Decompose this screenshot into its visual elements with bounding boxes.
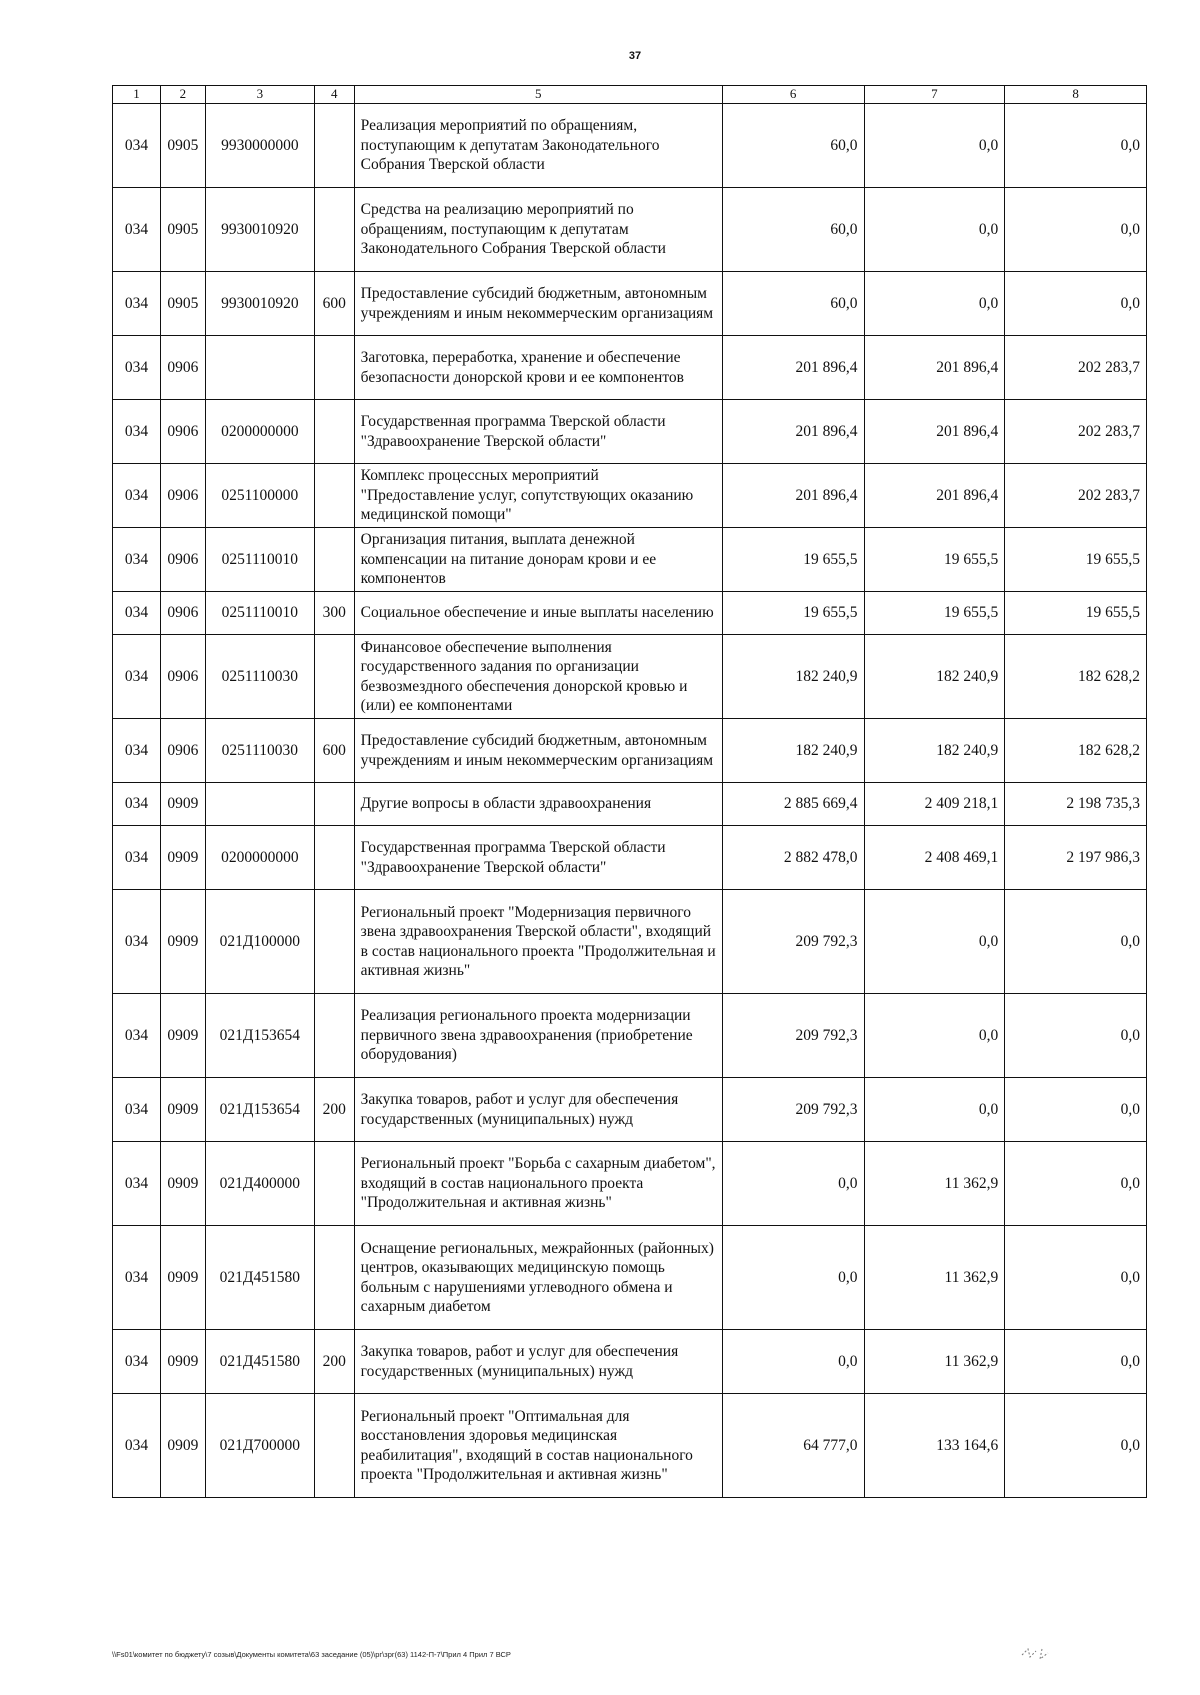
amount-year-2-cell: 19 655,5	[864, 592, 1005, 635]
amount-year-1-cell: 0,0	[722, 1330, 864, 1394]
admin-code-cell: 034	[113, 400, 161, 464]
admin-code-cell: 034	[113, 1226, 161, 1330]
expense-type-cell	[314, 464, 354, 528]
expense-type-cell: 200	[314, 1078, 354, 1142]
description-cell: Оснащение региональных, межрайонных (районных) центров, оказывающих медицинскую помощь больным с нарушениями углеводного обмена и сахарным диабетом	[354, 1226, 722, 1330]
amount-year-1-cell: 209 792,3	[722, 994, 864, 1078]
target-article-cell: 021Д400000	[205, 1142, 314, 1226]
table-row	[113, 635, 1147, 719]
amount-year-2-cell: 0,0	[864, 890, 1005, 994]
amount-year-3-cell: 2 198 735,3	[1005, 783, 1147, 826]
amount-year-1-cell: 209 792,3	[722, 890, 864, 994]
amount-year-1-cell: 2 882 478,0	[722, 826, 864, 890]
description-cell: Предоставление субсидий бюджетным, автономным учреждениям и иным некоммерческим организациям	[354, 272, 722, 336]
amount-year-1-cell: 201 896,4	[722, 400, 864, 464]
description-cell: Организация питания, выплата денежной компенсации на питание донорам крови и ее компонентов	[354, 528, 722, 592]
amount-year-3-cell: 202 283,7	[1005, 336, 1147, 400]
section-code-cell: 0905	[160, 188, 205, 272]
target-article-cell: 021Д451580	[205, 1226, 314, 1330]
table-row	[113, 188, 1147, 272]
amount-year-1-cell: 209 792,3	[722, 1078, 864, 1142]
section-code-cell: 0909	[160, 994, 205, 1078]
target-article-cell: 021Д700000	[205, 1394, 314, 1498]
table-row	[113, 826, 1147, 890]
amount-year-3-cell: 202 283,7	[1005, 400, 1147, 464]
amount-year-3-cell: 0,0	[1005, 1142, 1147, 1226]
admin-code-cell: 034	[113, 783, 161, 826]
amount-year-3-cell: 202 283,7	[1005, 464, 1147, 528]
amount-year-3-cell: 0,0	[1005, 104, 1147, 188]
section-code-cell: 0906	[160, 464, 205, 528]
table-row	[113, 719, 1147, 783]
amount-year-3-cell: 0,0	[1005, 890, 1147, 994]
admin-code-cell: 034	[113, 719, 161, 783]
expense-type-cell	[314, 1142, 354, 1226]
amount-year-1-cell: 60,0	[722, 188, 864, 272]
admin-code-cell: 034	[113, 635, 161, 719]
header-cell-2: 2	[160, 86, 205, 104]
amount-year-3-cell: 0,0	[1005, 188, 1147, 272]
amount-year-1-cell: 182 240,9	[722, 719, 864, 783]
admin-code-cell: 034	[113, 464, 161, 528]
target-article-cell: 0251100000	[205, 464, 314, 528]
amount-year-3-cell: 182 628,2	[1005, 719, 1147, 783]
amount-year-1-cell: 201 896,4	[722, 464, 864, 528]
section-code-cell: 0906	[160, 400, 205, 464]
amount-year-1-cell: 182 240,9	[722, 635, 864, 719]
section-code-cell: 0909	[160, 890, 205, 994]
expense-type-cell	[314, 188, 354, 272]
header-cell-4: 4	[314, 86, 354, 104]
target-article-cell: 9930010920	[205, 272, 314, 336]
table-row	[113, 1142, 1147, 1226]
admin-code-cell: 034	[113, 1330, 161, 1394]
amount-year-3-cell: 19 655,5	[1005, 592, 1147, 635]
header-cell-6: 6	[722, 86, 864, 104]
description-cell: Другие вопросы в области здравоохранения	[354, 783, 722, 826]
table-row	[113, 1078, 1147, 1142]
budget-table	[112, 85, 1147, 1498]
description-cell: Реализация регионального проекта модернизации первичного звена здравоохранения (приобретение оборудования)	[354, 994, 722, 1078]
section-code-cell: 0906	[160, 528, 205, 592]
section-code-cell: 0906	[160, 719, 205, 783]
amount-year-1-cell: 19 655,5	[722, 528, 864, 592]
header-cell-1: 1	[113, 86, 161, 104]
expense-type-cell	[314, 890, 354, 994]
description-cell: Региональный проект "Борьба с сахарным диабетом", входящий в состав национального проекта "Продолжительная и активная жизнь"	[354, 1142, 722, 1226]
admin-code-cell: 034	[113, 188, 161, 272]
target-article-cell: 021Д153654	[205, 994, 314, 1078]
target-article-cell: 9930010920	[205, 188, 314, 272]
section-code-cell: 0906	[160, 336, 205, 400]
description-cell: Финансовое обеспечение выполнения государственного задания по организации безвозмездного обеспечения донорской кровью и (или) ее компонентами	[354, 635, 722, 719]
section-code-cell: 0906	[160, 592, 205, 635]
table-row	[113, 994, 1147, 1078]
amount-year-3-cell: 19 655,5	[1005, 528, 1147, 592]
amount-year-2-cell: 0,0	[864, 994, 1005, 1078]
description-cell: Комплекс процессных мероприятий "Предоставление услуг, сопутствующих оказанию медицинской помощи"	[354, 464, 722, 528]
target-article-cell: 021Д153654	[205, 1078, 314, 1142]
table-row	[113, 464, 1147, 528]
table-body	[113, 104, 1147, 1498]
amount-year-2-cell: 19 655,5	[864, 528, 1005, 592]
section-code-cell: 0909	[160, 1330, 205, 1394]
section-code-cell: 0909	[160, 1394, 205, 1498]
target-article-cell: 0251110010	[205, 528, 314, 592]
admin-code-cell: 034	[113, 1394, 161, 1498]
expense-type-cell	[314, 528, 354, 592]
description-cell: Социальное обеспечение и иные выплаты населению	[354, 592, 722, 635]
admin-code-cell: 034	[113, 528, 161, 592]
expense-type-cell	[314, 336, 354, 400]
description-cell: Закупка товаров, работ и услуг для обеспечения государственных (муниципальных) нужд	[354, 1330, 722, 1394]
expense-type-cell: 600	[314, 272, 354, 336]
amount-year-3-cell: 0,0	[1005, 994, 1147, 1078]
table-row	[113, 1394, 1147, 1498]
expense-type-cell: 300	[314, 592, 354, 635]
table-row	[113, 1330, 1147, 1394]
expense-type-cell	[314, 826, 354, 890]
amount-year-2-cell: 182 240,9	[864, 635, 1005, 719]
table-row	[113, 592, 1147, 635]
amount-year-2-cell: 133 164,6	[864, 1394, 1005, 1498]
amount-year-3-cell: 0,0	[1005, 1226, 1147, 1330]
pen-mark-icon	[1020, 1645, 1056, 1663]
header-cell-5: 5	[354, 86, 722, 104]
amount-year-3-cell: 2 197 986,3	[1005, 826, 1147, 890]
section-code-cell: 0909	[160, 783, 205, 826]
amount-year-3-cell: 182 628,2	[1005, 635, 1147, 719]
section-code-cell: 0905	[160, 272, 205, 336]
amount-year-1-cell: 60,0	[722, 272, 864, 336]
target-article-cell	[205, 336, 314, 400]
section-code-cell: 0909	[160, 826, 205, 890]
description-cell: Региональный проект "Модернизация первичного звена здравоохранения Тверской области", входящий в состав национального проекта "Продолжительная и активная жизнь"	[354, 890, 722, 994]
amount-year-1-cell: 201 896,4	[722, 336, 864, 400]
amount-year-1-cell: 60,0	[722, 104, 864, 188]
header-cell-8: 8	[1005, 86, 1147, 104]
admin-code-cell: 034	[113, 592, 161, 635]
page-number: 37	[628, 50, 642, 62]
target-article-cell	[205, 783, 314, 826]
admin-code-cell: 034	[113, 104, 161, 188]
admin-code-cell: 034	[113, 994, 161, 1078]
target-article-cell: 0200000000	[205, 826, 314, 890]
amount-year-2-cell: 201 896,4	[864, 464, 1005, 528]
amount-year-2-cell: 0,0	[864, 104, 1005, 188]
amount-year-3-cell: 0,0	[1005, 1330, 1147, 1394]
amount-year-1-cell: 0,0	[722, 1226, 864, 1330]
target-article-cell: 0251110010	[205, 592, 314, 635]
target-article-cell: 0200000000	[205, 400, 314, 464]
description-cell: Реализация мероприятий по обращениям, поступающим к депутатам Законодательного Собрания Тверской области	[354, 104, 722, 188]
description-cell: Государственная программа Тверской области "Здравоохранение Тверской области"	[354, 826, 722, 890]
admin-code-cell: 034	[113, 826, 161, 890]
amount-year-1-cell: 19 655,5	[722, 592, 864, 635]
table-row	[113, 272, 1147, 336]
target-article-cell: 0251110030	[205, 635, 314, 719]
section-code-cell: 0905	[160, 104, 205, 188]
expense-type-cell: 200	[314, 1330, 354, 1394]
table-row	[113, 336, 1147, 400]
amount-year-2-cell: 201 896,4	[864, 336, 1005, 400]
file-path-footer: \\Fs01\комитет по бюджету\7 созыв\Документы комитета\63 заседание (05)\рг\зрг(63) 1142-П-7\Прил 4 Прил 7 ВСР	[112, 1650, 511, 1659]
target-article-cell: 021Д100000	[205, 890, 314, 994]
table-row	[113, 1226, 1147, 1330]
section-code-cell: 0909	[160, 1078, 205, 1142]
amount-year-1-cell: 0,0	[722, 1142, 864, 1226]
amount-year-2-cell: 0,0	[864, 272, 1005, 336]
description-cell: Предоставление субсидий бюджетным, автономным учреждениям и иным некоммерческим организациям	[354, 719, 722, 783]
table-row	[113, 104, 1147, 188]
expense-type-cell	[314, 783, 354, 826]
amount-year-3-cell: 0,0	[1005, 1394, 1147, 1498]
expense-type-cell	[314, 1226, 354, 1330]
table-row	[113, 890, 1147, 994]
admin-code-cell: 034	[113, 336, 161, 400]
description-cell: Средства на реализацию мероприятий по обращениям, поступающим к депутатам Законодательного Собрания Тверской области	[354, 188, 722, 272]
admin-code-cell: 034	[113, 890, 161, 994]
expense-type-cell: 600	[314, 719, 354, 783]
table-row	[113, 400, 1147, 464]
admin-code-cell: 034	[113, 1142, 161, 1226]
description-cell: Региональный проект "Оптимальная для восстановления здоровья медицинская реабилитация", входящий в состав национального проекта "Продолжительная и активная жизнь"	[354, 1394, 722, 1498]
admin-code-cell: 034	[113, 1078, 161, 1142]
target-article-cell: 9930000000	[205, 104, 314, 188]
expense-type-cell	[314, 635, 354, 719]
amount-year-2-cell: 0,0	[864, 1078, 1005, 1142]
expense-type-cell	[314, 1394, 354, 1498]
expense-type-cell	[314, 400, 354, 464]
description-cell: Заготовка, переработка, хранение и обеспечение безопасности донорской крови и ее компонентов	[354, 336, 722, 400]
header-cell-3: 3	[205, 86, 314, 104]
table-row	[113, 783, 1147, 826]
table-row	[113, 528, 1147, 592]
target-article-cell: 021Д451580	[205, 1330, 314, 1394]
header-row	[113, 86, 1147, 104]
expense-type-cell	[314, 994, 354, 1078]
amount-year-2-cell: 11 362,9	[864, 1226, 1005, 1330]
amount-year-2-cell: 182 240,9	[864, 719, 1005, 783]
amount-year-2-cell: 11 362,9	[864, 1142, 1005, 1226]
amount-year-2-cell: 11 362,9	[864, 1330, 1005, 1394]
target-article-cell: 0251110030	[205, 719, 314, 783]
amount-year-3-cell: 0,0	[1005, 272, 1147, 336]
amount-year-3-cell: 0,0	[1005, 1078, 1147, 1142]
description-cell: Государственная программа Тверской области "Здравоохранение Тверской области"	[354, 400, 722, 464]
section-code-cell: 0909	[160, 1142, 205, 1226]
amount-year-2-cell: 201 896,4	[864, 400, 1005, 464]
amount-year-2-cell: 0,0	[864, 188, 1005, 272]
section-code-cell: 0906	[160, 635, 205, 719]
amount-year-2-cell: 2 409 218,1	[864, 783, 1005, 826]
amount-year-2-cell: 2 408 469,1	[864, 826, 1005, 890]
expense-type-cell	[314, 104, 354, 188]
admin-code-cell: 034	[113, 272, 161, 336]
amount-year-1-cell: 2 885 669,4	[722, 783, 864, 826]
amount-year-1-cell: 64 777,0	[722, 1394, 864, 1498]
description-cell: Закупка товаров, работ и услуг для обеспечения государственных (муниципальных) нужд	[354, 1078, 722, 1142]
section-code-cell: 0909	[160, 1226, 205, 1330]
header-cell-7: 7	[864, 86, 1005, 104]
